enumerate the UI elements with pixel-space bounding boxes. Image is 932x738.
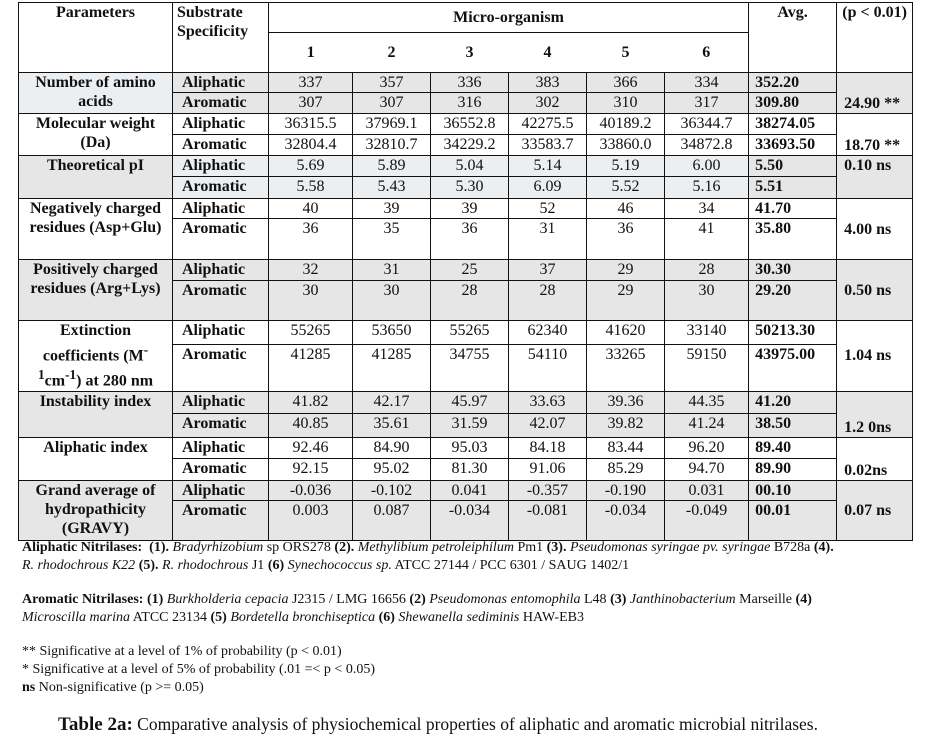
substrate-aliphatic: Aliphatic bbox=[173, 260, 269, 281]
value-cell: 34872.8 bbox=[665, 135, 749, 156]
value-cell: 28 bbox=[509, 281, 587, 321]
table-caption bbox=[58, 714, 818, 736]
note-number: (3). bbox=[546, 540, 567, 555]
note-number: (6) bbox=[267, 558, 285, 573]
organism-name: Janthinobacterium bbox=[629, 592, 736, 607]
value-cell: 33140 bbox=[665, 321, 749, 345]
p-value-cell: 4.00 ns bbox=[837, 199, 913, 260]
value-cell: 62340 bbox=[509, 321, 587, 345]
organism-name: R. rhodochrous bbox=[162, 558, 249, 573]
significance-legend bbox=[22, 643, 375, 697]
average-cell: 50213.30 bbox=[749, 321, 837, 345]
value-cell: 316 bbox=[431, 93, 509, 114]
value-cell: 36 bbox=[587, 219, 665, 260]
aromatic-note-label: Aromatic Nitrilases: bbox=[22, 592, 144, 607]
value-cell: 5.30 bbox=[431, 177, 509, 199]
value-cell: 41.24 bbox=[665, 413, 749, 437]
parameter-name-part: 1 bbox=[37, 367, 45, 383]
organism-name: Shewanella sediminis bbox=[398, 610, 520, 625]
parameter-name bbox=[19, 321, 173, 392]
substrate-aliphatic: Aliphatic bbox=[173, 480, 269, 500]
value-cell: 41.82 bbox=[269, 391, 353, 413]
average-cell: 352.20 bbox=[749, 73, 837, 93]
note-number: (5). bbox=[138, 558, 159, 573]
average-cell: 29.20 bbox=[749, 281, 837, 321]
strain: sp ORS278 bbox=[263, 540, 335, 555]
table-row bbox=[19, 391, 913, 413]
header-organism-5: 5 bbox=[587, 33, 665, 73]
value-cell: 337 bbox=[269, 73, 353, 93]
table-row bbox=[19, 156, 913, 177]
value-cell: 59150 bbox=[665, 344, 749, 391]
p-value-cell: 1.2 0ns bbox=[837, 391, 913, 437]
average-cell: 00.01 bbox=[749, 500, 837, 540]
ns-label: ns bbox=[22, 680, 36, 695]
value-cell: -0.034 bbox=[587, 500, 665, 540]
organism-name: R. rhodochrous K22 bbox=[22, 558, 136, 573]
value-cell: 85.29 bbox=[587, 458, 665, 480]
value-cell: 96.20 bbox=[665, 437, 749, 458]
organism-name: Pseudomonas entomophila bbox=[429, 592, 581, 607]
parameter-name: Aliphatic index bbox=[19, 437, 173, 480]
value-cell: 6.09 bbox=[509, 177, 587, 199]
table-row bbox=[19, 73, 913, 93]
value-cell: 5.14 bbox=[509, 156, 587, 177]
non-significative bbox=[22, 679, 375, 697]
organism-name: Methylibium petroleiphilum bbox=[357, 540, 514, 555]
substrate-aromatic: Aromatic bbox=[173, 500, 269, 540]
value-cell: 37969.1 bbox=[353, 114, 431, 135]
value-cell: 46 bbox=[587, 199, 665, 219]
parameter-name-part: - bbox=[143, 342, 149, 357]
strain: Marseille bbox=[735, 592, 796, 607]
organism-name: Burkholderia cepacia bbox=[166, 592, 289, 607]
value-cell: 0.003 bbox=[269, 500, 353, 540]
value-cell: 36552.8 bbox=[431, 114, 509, 135]
substrate-aliphatic: Aliphatic bbox=[173, 321, 269, 345]
value-cell: 33860.0 bbox=[587, 135, 665, 156]
value-cell: 91.06 bbox=[509, 458, 587, 480]
header-organism-6: 6 bbox=[665, 33, 749, 73]
value-cell: 34 bbox=[665, 199, 749, 219]
value-cell: 95.02 bbox=[353, 458, 431, 480]
parameter-name: Negatively charged residues (Asp+Glu) bbox=[19, 199, 173, 260]
value-cell: 92.46 bbox=[269, 437, 353, 458]
header-organism-4: 4 bbox=[509, 33, 587, 73]
organism-name: Synechococcus sp. bbox=[287, 558, 392, 573]
average-cell: 38274.05 bbox=[749, 114, 837, 135]
average-cell: 89.40 bbox=[749, 437, 837, 458]
organism-name: Pseudomonas syringae pv. syringae bbox=[569, 540, 771, 555]
value-cell: 5.19 bbox=[587, 156, 665, 177]
value-cell: 30 bbox=[353, 281, 431, 321]
substrate-aromatic: Aromatic bbox=[173, 458, 269, 480]
value-cell: 45.97 bbox=[431, 391, 509, 413]
value-cell: 35.61 bbox=[353, 413, 431, 437]
note-number: (1) bbox=[146, 592, 164, 607]
note-number: (2). bbox=[334, 540, 355, 555]
substrate-aromatic: Aromatic bbox=[173, 135, 269, 156]
caption-text: Comparative analysis of physiochemical properties of aliphatic and aromatic microbial nitrilases. bbox=[132, 714, 818, 734]
value-cell: 81.30 bbox=[431, 458, 509, 480]
ns-text: Non-significative (p >= 0.05) bbox=[35, 680, 204, 695]
value-cell: 32 bbox=[269, 260, 353, 281]
parameter-name-part: ) at 280 nm bbox=[76, 372, 154, 390]
value-cell: 32810.7 bbox=[353, 135, 431, 156]
p-value-cell: 0.02ns bbox=[837, 437, 913, 480]
value-cell: 39 bbox=[431, 199, 509, 219]
value-cell: 0.041 bbox=[431, 480, 509, 500]
value-cell: 34755 bbox=[431, 344, 509, 391]
substrate-aromatic: Aromatic bbox=[173, 281, 269, 321]
average-cell: 35.80 bbox=[749, 219, 837, 260]
value-cell: 33583.7 bbox=[509, 135, 587, 156]
p-value-cell: 1.04 ns bbox=[837, 321, 913, 392]
value-cell: 357 bbox=[353, 73, 431, 93]
value-cell: 28 bbox=[431, 281, 509, 321]
p-value-cell: 0.07 ns bbox=[837, 480, 913, 540]
p-value-cell: 18.70 ** bbox=[837, 114, 913, 156]
parameter-name: Molecular weight (Da) bbox=[19, 114, 173, 156]
substrate-aromatic: Aromatic bbox=[173, 344, 269, 391]
value-cell: -0.357 bbox=[509, 480, 587, 500]
value-cell: 94.70 bbox=[665, 458, 749, 480]
value-cell: 336 bbox=[431, 73, 509, 93]
value-cell: 30 bbox=[269, 281, 353, 321]
header-micro-organism: Micro-organism bbox=[269, 3, 749, 33]
value-cell: 55265 bbox=[269, 321, 353, 345]
substrate-aliphatic: Aliphatic bbox=[173, 391, 269, 413]
value-cell: 84.90 bbox=[353, 437, 431, 458]
value-cell: 31.59 bbox=[431, 413, 509, 437]
average-cell: 41.70 bbox=[749, 199, 837, 219]
table-row bbox=[19, 437, 913, 458]
strain: Pm1 bbox=[513, 540, 547, 555]
parameter-name: Theoretical pI bbox=[19, 156, 173, 199]
strain: J2315 / LMG 16656 bbox=[288, 592, 410, 607]
value-cell: 5.43 bbox=[353, 177, 431, 199]
parameter-name-part: -1 bbox=[65, 367, 77, 383]
value-cell: 42.07 bbox=[509, 413, 587, 437]
value-cell: 54110 bbox=[509, 344, 587, 391]
header-organism-1: 1 bbox=[269, 33, 353, 73]
header-p-value: (p < 0.01) bbox=[837, 3, 913, 73]
strain: J1 bbox=[248, 558, 268, 573]
value-cell: 35 bbox=[353, 219, 431, 260]
nitrilase-properties-table bbox=[18, 2, 913, 541]
value-cell: 53650 bbox=[353, 321, 431, 345]
value-cell: 0.087 bbox=[353, 500, 431, 540]
value-cell: 6.00 bbox=[665, 156, 749, 177]
value-cell: 33265 bbox=[587, 344, 665, 391]
average-cell: 33693.50 bbox=[749, 135, 837, 156]
header-parameters: Parameters bbox=[19, 3, 173, 73]
value-cell: 310 bbox=[587, 93, 665, 114]
value-cell: 383 bbox=[509, 73, 587, 93]
value-cell: 41620 bbox=[587, 321, 665, 345]
average-cell: 41.20 bbox=[749, 391, 837, 413]
value-cell: -0.049 bbox=[665, 500, 749, 540]
parameter-name: Number of amino acids bbox=[19, 73, 173, 114]
value-cell: 52 bbox=[509, 199, 587, 219]
caption-label: Table 2a: bbox=[58, 714, 133, 735]
parameter-name-part: Extinction coefficients (M bbox=[42, 322, 144, 365]
value-cell: 5.58 bbox=[269, 177, 353, 199]
organism-name: Bordetella bronchiseptica bbox=[230, 610, 376, 625]
value-cell: 302 bbox=[509, 93, 587, 114]
value-cell: 5.04 bbox=[431, 156, 509, 177]
value-cell: 40189.2 bbox=[587, 114, 665, 135]
table-row bbox=[19, 480, 913, 500]
average-cell: 43975.00 bbox=[749, 344, 837, 391]
value-cell: -0.102 bbox=[353, 480, 431, 500]
strain: B728a bbox=[770, 540, 814, 555]
header-avg: Avg. bbox=[749, 3, 837, 73]
value-cell: 37 bbox=[509, 260, 587, 281]
average-cell: 309.80 bbox=[749, 93, 837, 114]
p-value-cell: 0.10 ns bbox=[837, 156, 913, 199]
value-cell: 25 bbox=[431, 260, 509, 281]
substrate-aromatic: Aromatic bbox=[173, 413, 269, 437]
note-number: (5) bbox=[210, 610, 227, 625]
aromatic-nitrilases-note bbox=[22, 591, 922, 627]
value-cell: 366 bbox=[587, 73, 665, 93]
header-organism-2: 2 bbox=[353, 33, 431, 73]
significance-5pct: * Significative at a level of 5% of probability (.01 =< p < 0.05) bbox=[22, 662, 375, 677]
aliphatic-nitrilases-note bbox=[22, 539, 922, 575]
value-cell: 36 bbox=[431, 219, 509, 260]
value-cell: 40 bbox=[269, 199, 353, 219]
value-cell: 39 bbox=[353, 199, 431, 219]
value-cell: -0.081 bbox=[509, 500, 587, 540]
value-cell: 40.85 bbox=[269, 413, 353, 437]
parameter-name: Instability index bbox=[19, 391, 173, 437]
substrate-aliphatic: Aliphatic bbox=[173, 437, 269, 458]
substrate-aromatic: Aromatic bbox=[173, 219, 269, 260]
substrate-aromatic: Aromatic bbox=[173, 93, 269, 114]
value-cell: 83.44 bbox=[587, 437, 665, 458]
value-cell: 307 bbox=[269, 93, 353, 114]
value-cell: 5.89 bbox=[353, 156, 431, 177]
value-cell: 0.031 bbox=[665, 480, 749, 500]
value-cell: 317 bbox=[665, 93, 749, 114]
value-cell: 32804.4 bbox=[269, 135, 353, 156]
value-cell: 334 bbox=[665, 73, 749, 93]
organism-name: Microscilla marina bbox=[22, 610, 130, 625]
substrate-aliphatic: Aliphatic bbox=[173, 73, 269, 93]
value-cell: 28 bbox=[665, 260, 749, 281]
value-cell: 5.16 bbox=[665, 177, 749, 199]
value-cell: 92.15 bbox=[269, 458, 353, 480]
value-cell: 41285 bbox=[353, 344, 431, 391]
value-cell: -0.190 bbox=[587, 480, 665, 500]
value-cell: 307 bbox=[353, 93, 431, 114]
table-row bbox=[19, 321, 913, 345]
substrate-aliphatic: Aliphatic bbox=[173, 156, 269, 177]
value-cell: 36344.7 bbox=[665, 114, 749, 135]
value-cell: 5.52 bbox=[587, 177, 665, 199]
average-cell: 30.30 bbox=[749, 260, 837, 281]
value-cell: 39.36 bbox=[587, 391, 665, 413]
value-cell: 41285 bbox=[269, 344, 353, 391]
value-cell: 29 bbox=[587, 281, 665, 321]
note-number: (6) bbox=[378, 610, 395, 625]
strain: L48 bbox=[580, 592, 611, 607]
aliphatic-note-label: Aliphatic Nitrilases: bbox=[22, 540, 143, 555]
value-cell: 42275.5 bbox=[509, 114, 587, 135]
note-number: (4). bbox=[813, 540, 834, 555]
note-number: (3) bbox=[610, 592, 627, 607]
value-cell: 42.17 bbox=[353, 391, 431, 413]
value-cell: 84.18 bbox=[509, 437, 587, 458]
parameter-name: Positively charged residues (Arg+Lys) bbox=[19, 260, 173, 321]
value-cell: 44.35 bbox=[665, 391, 749, 413]
value-cell: 31 bbox=[353, 260, 431, 281]
value-cell: 36315.5 bbox=[269, 114, 353, 135]
table-row bbox=[19, 114, 913, 135]
table-row bbox=[19, 260, 913, 281]
strain: HAW-EB3 bbox=[519, 610, 584, 625]
value-cell: 5.69 bbox=[269, 156, 353, 177]
value-cell: 39.82 bbox=[587, 413, 665, 437]
value-cell: 95.03 bbox=[431, 437, 509, 458]
parameter-name: Grand average of hydropathicity (GRAVY) bbox=[19, 480, 173, 540]
note-number: (1). bbox=[149, 540, 169, 555]
average-cell: 5.51 bbox=[749, 177, 837, 199]
header-organism-3: 3 bbox=[431, 33, 509, 73]
substrate-aromatic: Aromatic bbox=[173, 177, 269, 199]
value-cell: 55265 bbox=[431, 321, 509, 345]
note-number: (2) bbox=[409, 592, 426, 607]
value-cell: 34229.2 bbox=[431, 135, 509, 156]
value-cell: 33.63 bbox=[509, 391, 587, 413]
value-cell: -0.036 bbox=[269, 480, 353, 500]
note-number: (4) bbox=[795, 592, 812, 607]
average-cell: 89.90 bbox=[749, 458, 837, 480]
p-value-cell: 24.90 ** bbox=[837, 73, 913, 114]
parameter-name-part: cm bbox=[44, 372, 66, 390]
strain: ATCC 23134 bbox=[129, 610, 211, 625]
value-cell: 41 bbox=[665, 219, 749, 260]
average-cell: 38.50 bbox=[749, 413, 837, 437]
value-cell: 29 bbox=[587, 260, 665, 281]
organism-name: Bradyrhizobium bbox=[172, 540, 264, 555]
value-cell: 31 bbox=[509, 219, 587, 260]
value-cell: 30 bbox=[665, 281, 749, 321]
value-cell: -0.034 bbox=[431, 500, 509, 540]
value-cell: 36 bbox=[269, 219, 353, 260]
p-value-cell: 0.50 ns bbox=[837, 260, 913, 321]
average-cell: 00.10 bbox=[749, 480, 837, 500]
substrate-aliphatic: Aliphatic bbox=[173, 114, 269, 135]
header-substrate-specificity: Substrate Specificity bbox=[173, 3, 269, 73]
substrate-aliphatic: Aliphatic bbox=[173, 199, 269, 219]
strain: ATCC 27144 / PCC 6301 / SAUG 1402/1 bbox=[391, 558, 630, 573]
significance-1pct: ** Significative at a level of 1% of probability (p < 0.01) bbox=[22, 644, 342, 659]
table-row bbox=[19, 199, 913, 219]
average-cell: 5.50 bbox=[749, 156, 837, 177]
